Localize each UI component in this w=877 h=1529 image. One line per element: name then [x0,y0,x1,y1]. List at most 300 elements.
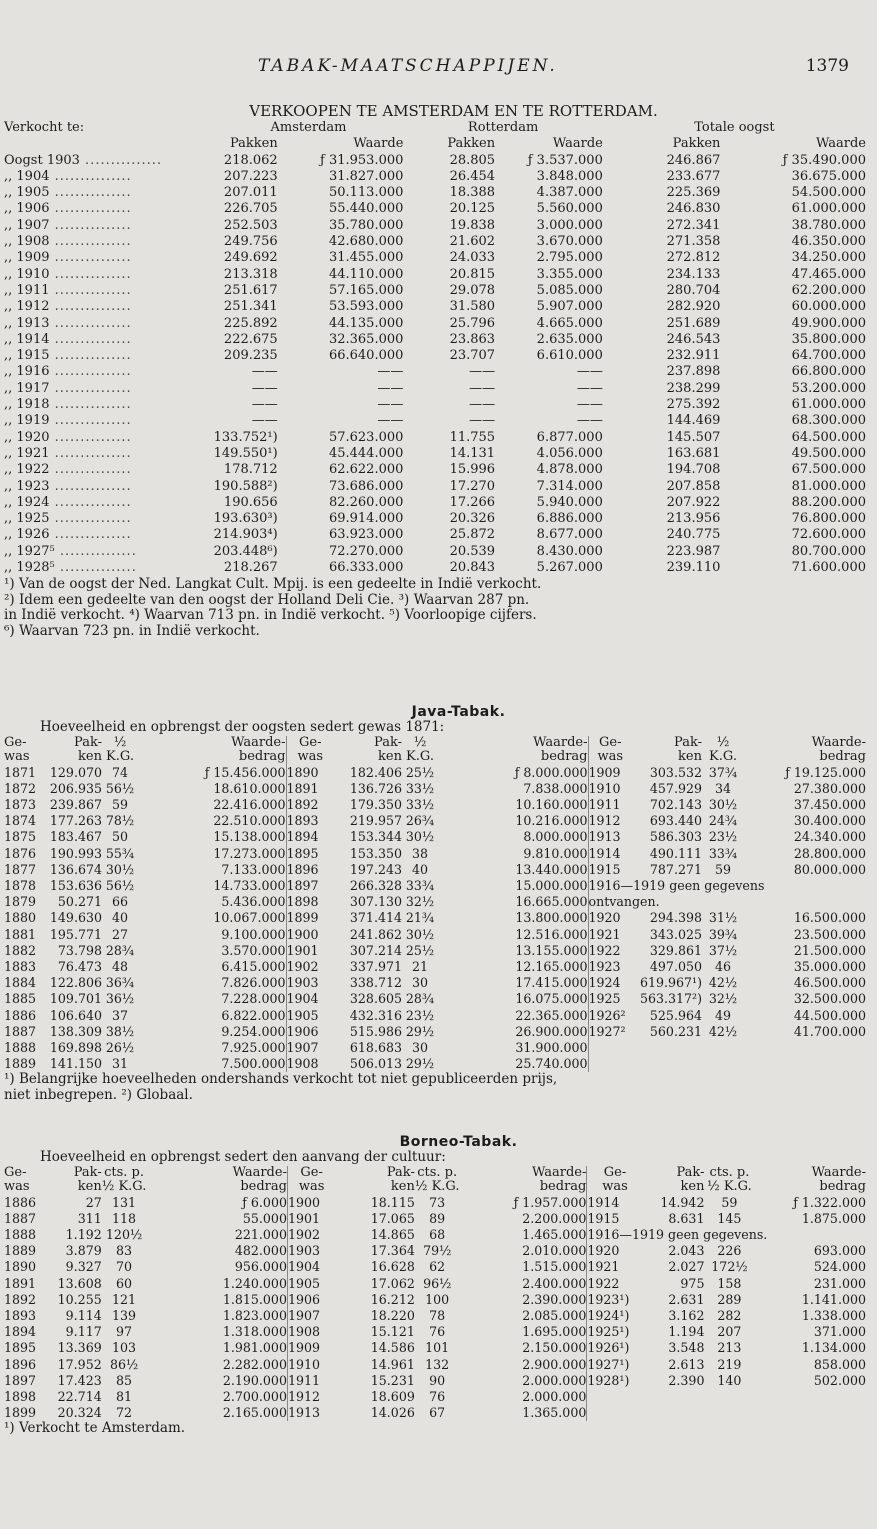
value-cell: 502.000 [813,1372,866,1388]
empty-cell [632,1040,702,1056]
value-cell: 31.900.000 [515,1039,588,1055]
year-cell: 1881 [4,926,37,942]
value-cell: 66.640.000 [328,348,404,364]
year-cell [4,201,214,217]
col-header: Waarde- [533,734,588,750]
year-label: ,, 1906 [4,201,50,217]
table-row [4,991,866,1007]
value-cell: —— [469,380,496,396]
table-row [4,544,866,560]
value-cell: 20.843 [449,560,496,576]
year-cell: 1911 [588,797,632,813]
value-cell: 13.155.000 [515,942,588,958]
value-cell: 2.390 [668,1372,705,1388]
value-cell: 207.223 [223,168,278,184]
value-cell: 63.923.000 [328,527,404,543]
value-cell: 34.250.000 [791,250,866,266]
verkocht-te-label: Verkocht te: [4,120,85,135]
value-cell: 14.942 [660,1194,705,1210]
footnote: niet inbegrepen. ²) Globaal. [4,1086,193,1103]
year-cell: 1924¹) [587,1308,643,1324]
leader-dots: ............... [49,445,132,461]
value-cell: 31.455.000 [328,250,404,266]
year-label: ,, 1924 [4,494,50,510]
value-cell: 3.355.000 [536,266,603,282]
value-cell: 1.134.000 [801,1340,866,1356]
col-header: Waarde- [232,1164,287,1180]
value-cell: 53.593.000 [328,299,404,315]
java-table-body [4,765,866,1073]
value-cell: 10.067.000 [213,910,286,926]
value-cell: 23.863 [449,331,496,347]
value-cell: 1.515.000 [522,1259,587,1275]
col-header: bedrag [539,1179,587,1194]
year-cell: 1905 [287,1276,335,1292]
value-cell: 5.436.000 [221,894,286,910]
value-cell: 16.500.000 [793,910,866,926]
value-cell: 206.935 [49,780,102,796]
value-cell: 22.714 [57,1388,102,1404]
value-cell: 172½ [711,1259,748,1275]
value-cell: 252.503 [223,217,278,233]
footnote: ¹) Verkocht te Amsterdam. [4,1420,186,1437]
value-cell: 338.712 [349,975,402,991]
value-cell: 61.000.000 [791,201,866,217]
value-cell: 2.027 [668,1259,705,1275]
sales-table-body [4,153,866,577]
value-cell: 76.473 [57,958,102,974]
year-cell: 1885 [4,991,37,1007]
value-cell: 23½ [708,829,738,845]
year-cell: 1903 [286,975,334,991]
value-cell: 20.324 [57,1405,102,1421]
value-cell: 121 [112,1291,137,1307]
value-cell: 27.380.000 [793,780,866,796]
value-cell: 3.670.000 [536,234,603,250]
value-cell: 17.266 [449,494,496,510]
year-cell: 1904 [286,991,334,1007]
year-cell: 1899 [4,1405,37,1421]
value-cell: 29½ [405,1023,435,1039]
value-cell: 55.440.000 [328,201,404,217]
value-cell: 2.190.000 [222,1372,287,1388]
empty-cell [587,1405,643,1421]
leader-dots: ............... [49,429,132,445]
year-cell: 1927¹) [587,1357,643,1373]
value-cell: 18.388 [449,185,496,201]
empty-cell [643,1389,705,1405]
table-row [4,797,866,813]
value-cell: 23.500.000 [793,926,866,942]
col-header: was [287,1180,335,1195]
table-row [4,527,866,543]
value-cell: 2.900.000 [522,1356,587,1372]
year-label: ,, 1927⁵ [4,543,55,559]
value-cell: 29½ [405,1056,435,1072]
value-cell: 702.143 [649,796,702,812]
value-cell: 13.440.000 [515,861,588,877]
year-cell: 1902 [286,959,334,975]
empty-cell [754,1389,866,1405]
value-cell: 17.273.000 [213,845,286,861]
table-row [4,1195,866,1211]
value-cell: 17.415.000 [515,975,588,991]
table-row [4,560,866,576]
year-cell: 1887 [4,1023,37,1039]
value-cell: 17.065 [370,1210,415,1226]
year-cell: 1890 [286,765,334,781]
value-cell: 86½ [109,1356,139,1372]
table-row [4,878,866,894]
value-cell: 975 [680,1275,705,1291]
value-cell: 7.133.000 [221,861,286,877]
year-cell: 1912 [287,1389,335,1405]
value-cell: 10.255 [57,1291,102,1307]
value-cell: 8.631 [668,1210,705,1226]
leader-dots: ............... [49,348,132,364]
value-cell: 1.338.000 [801,1307,866,1323]
value-cell: 73 [429,1194,446,1210]
leader-dots: ............... [79,152,163,168]
group-totale-oogst: Totale oogst [694,120,775,135]
value-cell: 249.692 [223,250,278,266]
table-row [4,943,866,959]
value-cell: 73.686.000 [328,478,404,494]
year-cell: 1907 [286,1040,334,1056]
value-cell: 311 [77,1210,102,1226]
leader-dots: ............... [49,282,132,298]
year-label: ,, 1917 [4,380,50,396]
value-cell: 246.830 [666,201,721,217]
year-cell [4,153,214,169]
value-cell: 328.605 [349,991,402,1007]
value-cell: 524.000 [813,1259,866,1275]
col-header: bedrag [819,749,866,764]
value-cell: 4.665.000 [536,315,603,331]
value-cell: 237.898 [666,364,721,380]
col-header: ken [78,749,102,764]
value-cell: 177.263 [49,813,102,829]
year-cell: 1883 [4,958,37,974]
table-row [4,927,866,943]
value-cell: 3.000.000 [536,217,603,233]
value-cell: 233.677 [666,168,721,184]
leader-dots: ............... [49,380,132,396]
value-cell: 50.113.000 [328,185,404,201]
table-row [4,153,866,169]
value-cell: 15.231 [370,1372,415,1388]
value-cell: 1.141.000 [801,1291,866,1307]
value-cell: 9.114 [65,1307,102,1323]
value-cell: 14.026 [370,1405,415,1421]
value-cell: 28.800.000 [793,845,866,861]
year-cell: 1905 [286,1008,334,1024]
year-cell [4,544,214,560]
year-cell [4,446,214,462]
value-cell: 14.961 [370,1356,415,1372]
leader-dots: ............... [54,560,137,576]
year-label: ,, 1922 [4,462,50,478]
value-cell: 294.398 [649,910,702,926]
year-cell: 1900 [287,1195,335,1211]
table-row [4,813,866,829]
value-cell: 3.548 [668,1340,705,1356]
empty-cell [744,1056,866,1072]
sales-col-header [4,136,866,152]
value-cell: 1.365.000 [522,1405,587,1421]
table-row [4,1024,866,1040]
value-cell: 2.150.000 [522,1340,587,1356]
year-cell: 1875 [4,829,37,845]
col-header: bedrag [240,1179,287,1194]
year-cell: 1892 [4,1291,37,1307]
value-cell: 31 [111,1056,129,1072]
table-row [4,267,866,283]
year-label: ,, 1910 [4,266,50,282]
value-cell: 14.586 [370,1340,415,1356]
year-cell [4,250,214,266]
value-cell: 282 [717,1307,742,1323]
value-cell: 83 [116,1243,133,1259]
value-cell: 38 [411,845,429,861]
value-cell: 2.000.000 [522,1372,587,1388]
col-header: ken [390,1179,415,1194]
year-cell: 1909 [588,765,632,781]
value-cell: 225.369 [666,185,721,201]
year-cell: 1877 [4,861,37,877]
col-header: Pak- [386,1164,415,1180]
value-cell: 190.656 [223,494,278,510]
col-header: Waarde- [231,734,286,750]
value-cell: 36.675.000 [791,168,866,184]
value-cell: 2.400.000 [522,1275,587,1291]
col-header: Ge- [4,734,27,750]
borneo-table [4,1166,866,1422]
running-header [0,56,877,80]
table-row [4,1227,866,1243]
value-cell: 5.940.000 [536,494,603,510]
value-cell: 956.000 [234,1259,287,1275]
value-cell: 62.200.000 [791,282,866,298]
value-cell: 16.665.000 [515,894,588,910]
value-cell: 8.430.000 [536,543,603,559]
value-cell: 68 [429,1226,446,1242]
value-cell: 2.700.000 [222,1388,287,1404]
year-cell: 1901 [286,943,334,959]
value-cell: 179.350 [349,796,402,812]
value-cell: 371.414 [349,910,402,926]
value-cell: 21 [411,958,429,974]
table-row [4,218,866,234]
table-row [4,829,866,845]
table-row [4,1357,866,1373]
sales-title: VERKOOPEN TE AMSTERDAM EN TE ROTTERDAM. [249,102,658,120]
table-row [4,413,866,429]
value-cell: —— [469,364,496,380]
table-row [4,1308,866,1324]
leader-dots: ............... [49,315,132,331]
value-cell: 1.815.000 [222,1291,287,1307]
value-cell: 2.795.000 [536,250,603,266]
value-cell: 81.000.000 [791,478,866,494]
table-row [4,299,866,315]
value-cell: 72.270.000 [328,543,404,559]
col-header: bedrag [819,1179,866,1194]
table-row [4,1040,866,1056]
value-cell: 46.500.000 [793,975,866,991]
value-cell: —— [377,413,404,429]
value-cell: 20.815 [449,266,496,282]
value-cell: 145.507 [666,429,721,445]
value-cell: 34 [714,780,732,796]
value-cell: 209.235 [223,348,278,364]
value-cell: 64.700.000 [791,348,866,364]
value-cell: 6.415.000 [221,958,286,974]
value-cell: 37½ [708,942,738,958]
value-cell: 214.903⁴) [213,527,278,543]
year-cell [4,413,214,429]
value-cell: 27 [85,1194,102,1210]
value-cell: 109.701 [49,991,102,1007]
value-cell: 59 [721,1194,738,1210]
year-cell: 1913 [588,829,632,845]
value-cell: 232.911 [666,348,721,364]
value-cell: 239.110 [666,560,721,576]
col-header: Pak- [74,734,102,750]
value-cell: —— [576,380,603,396]
year-label: ,, 1913 [4,315,50,331]
year-cell: 1897 [4,1372,37,1388]
value-cell: 46 [714,958,732,974]
value-cell: 9.327 [65,1259,102,1275]
table-row [4,234,866,250]
value-cell: 79½ [423,1243,452,1259]
col-header: Ge- [587,1166,643,1181]
col-header: ½ [113,734,127,750]
value-cell: 37 [111,1007,129,1023]
borneo-table-body [4,1195,866,1422]
value-cell: 22.510.000 [213,813,286,829]
value-cell: 31.580 [449,299,496,315]
col-header: Waarde [353,136,404,152]
col-header: Ge- [287,1166,335,1181]
leader-dots: ............... [49,413,132,429]
value-cell: 213 [717,1340,742,1356]
table-row [4,169,866,185]
value-cell: 11.755 [449,429,496,445]
value-cell: 219.957 [349,813,402,829]
col-header: ken [77,1179,102,1194]
year-label: ,, 1925 [4,511,50,527]
value-cell: 53.200.000 [791,380,866,396]
value-cell: 15.000.000 [515,877,588,893]
leader-dots: ............... [49,234,132,250]
value-cell: 251.689 [666,315,721,331]
value-cell: 693.440 [649,813,702,829]
value-cell: 33¾ [405,877,435,893]
value-cell: 138.309 [49,1023,102,1039]
value-cell: 10.160.000 [515,796,588,812]
col-header: Pakken [447,136,496,152]
value-cell: 272.341 [666,217,721,233]
col-header: cts. p. [417,1164,458,1180]
value-cell: 100 [425,1291,450,1307]
sales-section [0,103,877,639]
value-cell: 68.300.000 [791,413,866,429]
year-cell: 1872 [4,780,37,796]
value-cell: 7.314.000 [536,478,603,494]
year-cell: 1891 [4,1275,37,1291]
value-cell: 49.500.000 [791,445,866,461]
value-cell: 6.877.000 [536,429,603,445]
value-cell: 35.780.000 [328,217,404,233]
value-cell: 14.131 [449,445,496,461]
year-cell: 1915 [588,862,632,878]
sales-group-header [4,120,866,136]
value-cell: —— [251,364,278,380]
value-cell: 9.254.000 [221,1023,286,1039]
year-label: ,, 1905 [4,185,50,201]
value-cell: 71.600.000 [791,560,866,576]
value-cell: 18.609 [370,1388,415,1404]
value-cell: 17.423 [57,1372,102,1388]
value-cell: 7.500.000 [221,1056,286,1072]
table-row [4,462,866,478]
value-cell: 194.708 [666,462,721,478]
value-cell: 42.680.000 [328,234,404,250]
value-cell: 2.043 [668,1243,705,1259]
value-cell: 282.920 [666,299,721,315]
value-cell: 27 [111,926,129,942]
table-row [4,446,866,462]
year-cell: 1908 [287,1324,335,1340]
java-section [0,704,877,1103]
leader-dots: ............... [49,527,132,543]
value-cell: 32.365.000 [328,331,404,347]
value-cell: 44.110.000 [328,266,404,282]
value-cell: 81 [116,1388,133,1404]
value-cell: 178.712 [223,462,278,478]
year-label: ,, 1912 [4,299,50,315]
value-cell: 14.733.000 [213,877,286,893]
value-cell: 490.111 [649,845,702,861]
value-cell: 66 [111,894,129,910]
year-cell: 1897 [286,878,334,894]
value-cell: 2.635.000 [536,331,603,347]
footnote: ⁶) Waarvan 723 pn. in Indië verkocht. [4,622,260,639]
table-row [4,332,866,348]
value-cell: 3.879 [65,1243,102,1259]
value-cell: 246.543 [666,331,721,347]
value-cell: 90 [429,1372,446,1388]
table-row [4,511,866,527]
value-cell: 371.000 [813,1324,866,1340]
value-cell: 5.560.000 [536,201,603,217]
year-cell [4,169,214,185]
value-cell: 64.500.000 [791,429,866,445]
value-cell: —— [251,413,278,429]
year-cell: 1903 [287,1243,335,1259]
value-cell: 207.922 [666,494,721,510]
year-cell: 1896 [286,862,334,878]
value-cell: 25.796 [449,315,496,331]
value-cell: 70 [116,1259,133,1275]
leader-dots: ............... [49,511,132,527]
leader-dots: ............... [49,168,132,184]
empty-cell [588,1040,632,1056]
year-cell: 1928¹) [587,1373,643,1389]
value-cell: 7.925.000 [221,1039,286,1055]
